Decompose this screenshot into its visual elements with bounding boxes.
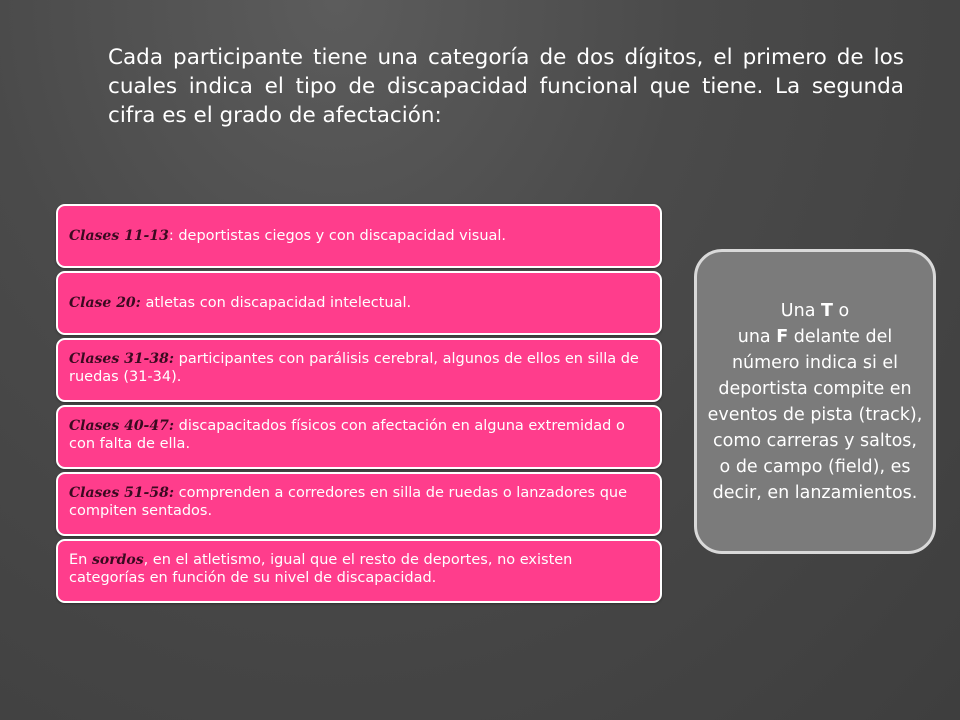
class-box-text <box>69 294 411 312</box>
note-part-4: delante del número indica si el deportista compite en eventos de pista (track), como carreras y saltos, o de campo (field), es decir, en lanzamientos. <box>707 326 923 503</box>
class-box-text <box>69 227 506 245</box>
class-label: Clases 51-58: <box>69 485 175 501</box>
class-box-51-58 <box>56 472 662 536</box>
class-description: comprenden a corredores en silla de ruedas o lanzadores que compiten sentados. <box>69 485 628 519</box>
class-label: Clases 40-47: <box>69 418 175 434</box>
note-text <box>707 298 923 506</box>
intro-text: Cada participante tiene una categoría de dos dígitos, el primero de los cuales indica el tipo de discapacidad funcional que tiene. La segunda cifra es el grado de afectación: <box>108 45 904 128</box>
deaf-after: , en el atletismo, igual que el resto de deportes, no existen categorías en función de su nivel de discapacidad. <box>69 552 573 586</box>
class-box-sordos <box>56 539 662 603</box>
class-box-40-47 <box>56 405 662 469</box>
note-part-2: o <box>832 300 850 321</box>
class-box-20 <box>56 271 662 335</box>
class-description: participantes con parálisis cerebral, algunos de ellos en silla de ruedas (31-34). <box>69 351 639 385</box>
deaf-before: En <box>69 552 92 568</box>
note-letter-t: T <box>820 300 833 321</box>
class-box-11-13 <box>56 204 662 268</box>
class-label: Clases 11-13 <box>69 228 169 244</box>
class-label: Clases 31-38: <box>69 351 175 367</box>
class-description: : deportistas ciegos y con discapacidad visual. <box>168 228 507 244</box>
class-box-31-38 <box>56 338 662 402</box>
class-label: Clase 20: <box>69 295 141 311</box>
note-letter-f: F <box>776 326 789 347</box>
class-description: atletas con discapacidad intelectual. <box>140 295 412 311</box>
deaf-label: sordos <box>91 552 144 568</box>
class-description: discapacitados físicos con afectación en alguna extremidad o con falta de ella. <box>69 418 625 452</box>
note-part-3: una <box>737 326 777 347</box>
note-part-1: Una <box>780 300 821 321</box>
t-f-note-box <box>694 249 936 554</box>
